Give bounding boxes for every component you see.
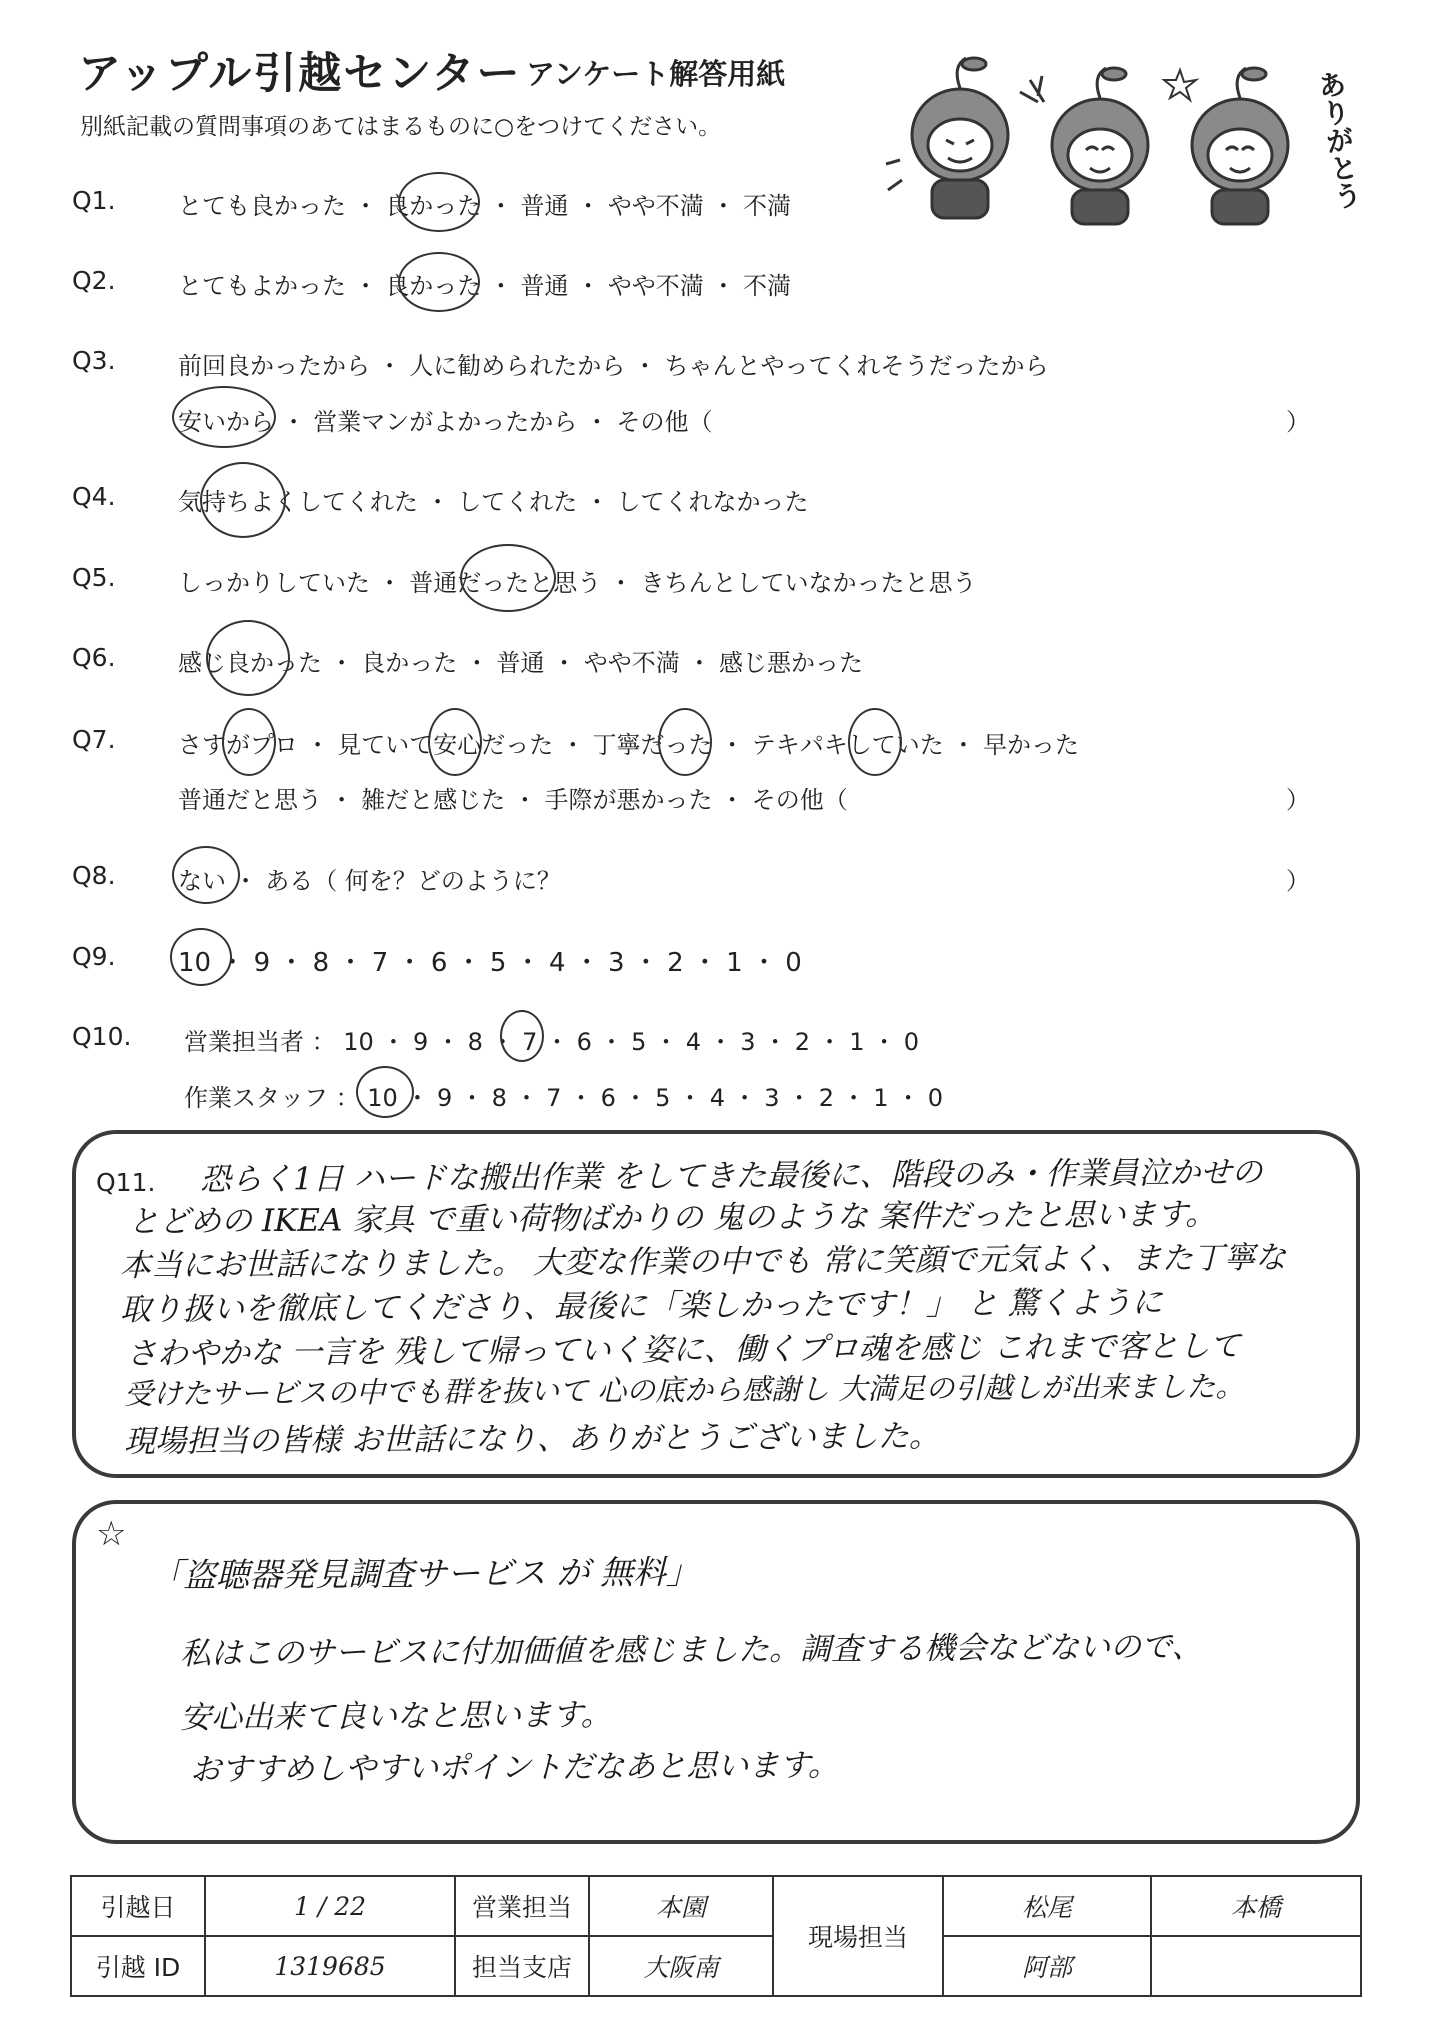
sales-label: 営業担当	[455, 1876, 589, 1936]
q7-options-line2: 普通だと思う ・ 雑だと感じた ・ 手際が悪かった ・ その他（	[178, 786, 848, 814]
q3-close-paren: ）	[1286, 408, 1310, 436]
q10-label: Q10.	[72, 1022, 132, 1051]
q9-answer-circle	[170, 928, 232, 986]
company-name: アップル引越センター	[78, 49, 522, 99]
q1-options: とても良かった ・ 良かった ・ 普通 ・ やや不満 ・ 不満	[178, 192, 792, 220]
q1-answer-circle	[398, 172, 480, 232]
q11-comment-line: 取り扱いを徹底してくださり、最後に「楽しかったです！」 と 驚くように	[119, 1284, 1163, 1328]
branch-label: 担当支店	[455, 1936, 589, 1996]
mascot-illustration	[880, 40, 1340, 230]
q3-options-line1: 前回良かったから ・ 人に勧められたから ・ ちゃんとやってくれそうだったから	[178, 352, 1049, 380]
q11-comment-line: 恐らく1日 ハードな搬出作業 をしてきた最後に、階段のみ・作業員泣かせの	[199, 1154, 1263, 1198]
q5-answer-circle	[460, 544, 556, 612]
q9-label: Q9.	[72, 942, 116, 971]
star-service-title: 「盗聴器発見調査サービス が 無料」	[149, 1552, 700, 1595]
q11-comment-line: 受けたサービスの中でも群を抜いて 心の底から感謝し 大満足の引越しが出来ました。	[123, 1369, 1245, 1411]
q11-comment-line: とどめの IKEA 家具 で重い荷物ばかりの 鬼のような 案件だったと思います。	[127, 1196, 1217, 1240]
q7-answer-circle-1	[222, 708, 276, 776]
q10-staff-answer-circle	[356, 1066, 414, 1118]
move-date-label: 引越日	[71, 1876, 205, 1936]
q2-options: とてもよかった ・ 良かった ・ 普通 ・ やや不満 ・ 不満	[178, 272, 792, 300]
q11-comment-line: さわやかな 一言を 残して帰っていく姿に、働くプロ魂を感じ これまで客として	[125, 1328, 1241, 1372]
site-staff-2: 阿部	[943, 1936, 1151, 1996]
q2-label: Q2.	[72, 266, 116, 295]
star-comment-line: 安心出来て良いなと思います。	[179, 1696, 612, 1736]
q3-options-line2: 安いから ・ 営業マンがよかったから ・ その他（	[178, 408, 713, 436]
form-title: アンケート解答用紙	[526, 57, 786, 91]
q8-options: ない ・ ある（ 何を？どのように？	[178, 867, 561, 895]
q11-comment-line: 本当にお世話になりました。 大変な作業の中でも 常に笑顔で元気よく、また丁寧な	[119, 1239, 1287, 1284]
mascot-2	[1020, 68, 1148, 224]
q7-close-paren: ）	[1286, 786, 1310, 814]
branch-value: 大阪南	[589, 1936, 773, 1996]
q10-sales-answer-circle	[500, 1010, 544, 1062]
q6-options: 感じ良かった ・ 良かった ・ 普通 ・ やや不満 ・ 感じ悪かった	[178, 649, 864, 677]
q7-answer-circle-4	[848, 708, 902, 776]
q4-options: 気持ちよくしてくれた ・ してくれた ・ してくれなかった	[178, 488, 809, 516]
mascot-1	[886, 58, 1008, 218]
site-staff-3: 本橋	[1151, 1876, 1361, 1936]
q3-answer-circle	[172, 386, 276, 448]
star-icon: ☆	[96, 1514, 127, 1554]
q9-scale: 10 ・ 9 ・ 8 ・ 7 ・ 6 ・ 5 ・ 4 ・ 3 ・ 2 ・ 1 ・ 0	[178, 948, 802, 978]
q6-answer-circle	[206, 620, 290, 696]
q11-label: Q11.	[96, 1168, 156, 1197]
move-info-table	[70, 1875, 1362, 1997]
q5-options: しっかりしていた ・ 普通だったと思う ・ きちんとしていなかったと思う	[178, 569, 977, 597]
move-id-label: 引越 ID	[71, 1936, 205, 1996]
star-comment-line: 私はこのサービスに付加価値を感じました。調査する機会などないので、	[179, 1628, 1203, 1672]
q10-sales-scale: 営業担当者 ： 10 ・ 9 ・ 8 ・ 7 ・ 6 ・ 5 ・ 4 ・ 3 ・ 2 ・ 1 ・ 0	[184, 1028, 920, 1056]
q7-label: Q7.	[72, 725, 116, 754]
q4-label: Q4.	[72, 482, 116, 511]
move-date-value: 1 / 22	[205, 1876, 455, 1936]
move-id-value: 1319685	[205, 1936, 455, 1996]
q7-answer-circle-2	[428, 708, 482, 776]
q5-label: Q5.	[72, 563, 116, 592]
q11-comment-line: 現場担当の皆様 お世話になり、ありがとうございました。	[123, 1418, 940, 1460]
q1-label: Q1.	[72, 186, 116, 215]
star-comment-line: おすすめしやすいポイントだなあと思います。	[189, 1747, 839, 1788]
instruction-text: 別紙記載の質問事項のあてはまるものに○をつけてください。	[80, 114, 722, 140]
q4-answer-circle	[200, 462, 286, 538]
q7-answer-circle-3	[658, 708, 712, 776]
q2-answer-circle	[398, 252, 480, 312]
q7-options-line1: さすがプロ ・ 見ていて安心だった ・ 丁寧だった ・ テキパキしていた ・ 早かった	[178, 731, 1080, 759]
q8-answer-circle	[172, 846, 240, 904]
q10-staff-scale: 作業スタッフ ： 10 ・ 9 ・ 8 ・ 7 ・ 6 ・ 5 ・ 4 ・ 3 ・ 2 ・ 1 ・ 0	[184, 1084, 944, 1112]
q8-label: Q8.	[72, 861, 116, 890]
mascot-3	[1164, 68, 1288, 224]
site-label: 現場担当	[773, 1876, 943, 1996]
q8-close-paren: ）	[1286, 867, 1310, 895]
q6-label: Q6.	[72, 643, 116, 672]
mascot-thanks-text: ありがとう	[1312, 68, 1365, 212]
site-staff-1: 松尾	[943, 1876, 1151, 1936]
q3-label: Q3.	[72, 346, 116, 375]
sales-value: 本園	[589, 1876, 773, 1936]
empty-cell	[1151, 1936, 1361, 1996]
